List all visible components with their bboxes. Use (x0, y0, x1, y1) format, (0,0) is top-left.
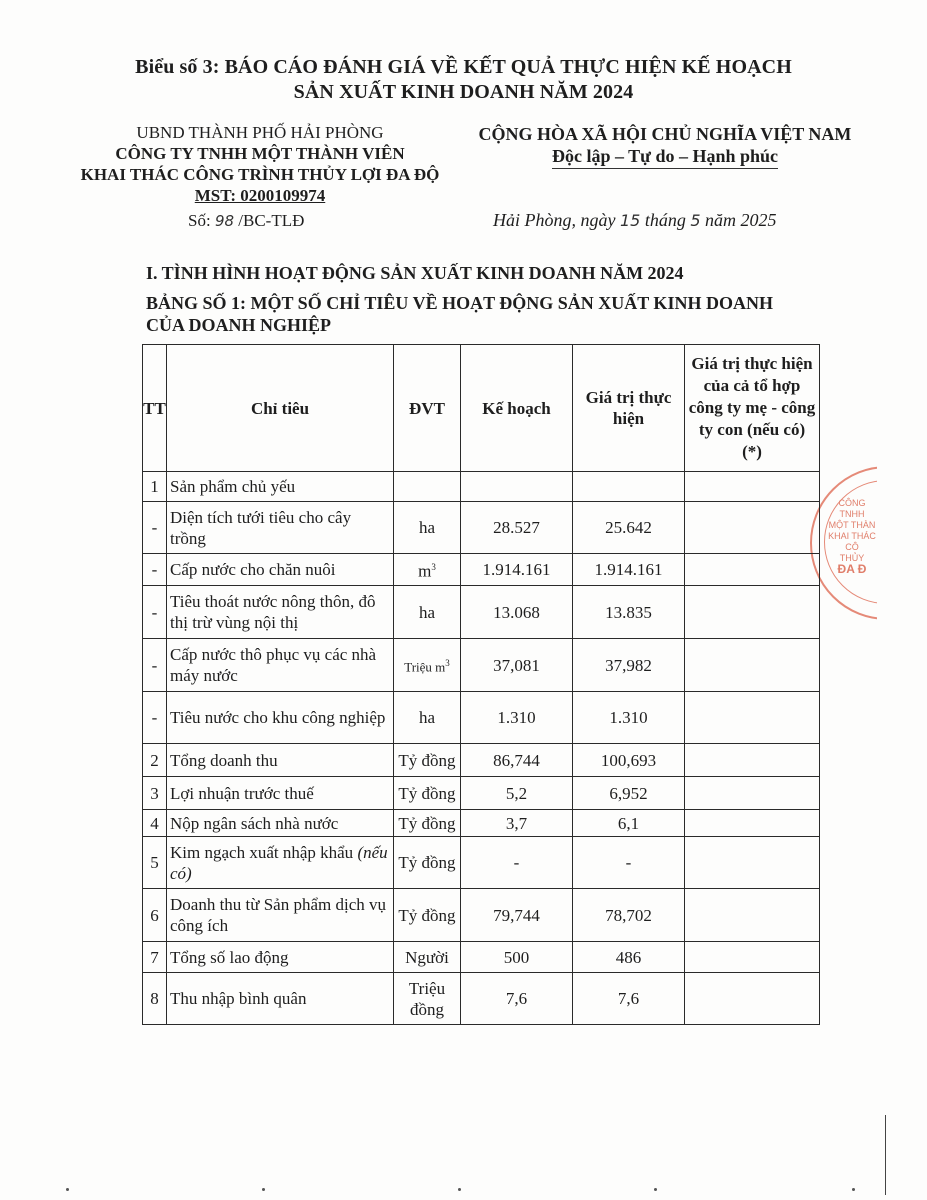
col-header-group: Giá trị thực hiện của cả tổ hợp công ty mẹ - công ty con (nếu có) (*) (685, 345, 820, 472)
date-month: 5 (690, 211, 701, 230)
page-edge-mask (877, 440, 927, 640)
cell-actual: 25.642 (573, 502, 685, 554)
national-header (460, 123, 870, 169)
col-header-indicator: Chỉ tiêu (167, 345, 394, 472)
date-prefix: Hải Phòng, ngày (493, 210, 616, 230)
cell-group (685, 472, 820, 502)
table-row (143, 502, 820, 554)
cell-group (685, 942, 820, 973)
table-caption-line2: CỦA DOANH NGHIỆP (146, 315, 332, 335)
cell-actual: 1.310 (573, 692, 685, 744)
national-motto: Độc lập – Tự do – Hạnh phúc (552, 145, 778, 169)
cell-plan: 79,744 (461, 889, 573, 942)
cell-plan: 37,081 (461, 639, 573, 692)
cell-group (685, 502, 820, 554)
table-row (143, 554, 820, 586)
cell-actual: 1.914.161 (573, 554, 685, 586)
cell-plan: 500 (461, 942, 573, 973)
doc-no-handwritten: 98 (214, 212, 235, 230)
table-header-row (143, 345, 820, 472)
document-number (188, 211, 304, 231)
table-caption-line1: BẢNG SỐ 1: MỘT SỐ CHỈ TIÊU VỀ HOẠT ĐỘNG SẢN XUẤT KINH DOANH (146, 293, 773, 313)
issuer-company-line2: KHAI THÁC CÔNG TRÌNH THỦY LỢI ĐA ĐỘ (80, 165, 440, 184)
table-row (143, 639, 820, 692)
cell-group (685, 744, 820, 777)
section-heading: I. TÌNH HÌNH HOẠT ĐỘNG SẢN XUẤT KINH DOANH NĂM 2024 (146, 263, 684, 283)
table-row (143, 744, 820, 777)
cell-indicator: Kim ngạch xuất nhập khẩu (nếu có) (167, 837, 394, 889)
scan-edge-line (885, 1115, 886, 1195)
cell-indicator: Tiêu thoát nước nông thôn, đô thị trừ vùng nội thị (167, 586, 394, 639)
cell-actual: 37,982 (573, 639, 685, 692)
cell-group (685, 777, 820, 810)
cell-tt: - (143, 692, 167, 744)
col-header-actual: Giá trị thực hiện (573, 345, 685, 472)
cell-tt: 7 (143, 942, 167, 973)
cell-actual: 100,693 (573, 744, 685, 777)
table-row (143, 942, 820, 973)
cell-group (685, 973, 820, 1025)
cell-unit: Triệu $m^3$ (394, 639, 461, 692)
cell-group (685, 586, 820, 639)
cell-plan: 28.527 (461, 502, 573, 554)
nation-name: CỘNG HÒA XÃ HỘI CHỦ NGHĨA VIỆT NAM (478, 124, 852, 144)
cell-indicator: Tiêu nước cho khu công nghiệp (167, 692, 394, 744)
cell-unit: Triệu đồng (394, 973, 461, 1025)
kpi-table (142, 344, 820, 1025)
cell-group (685, 692, 820, 744)
scan-artifact-dot (262, 1188, 265, 1191)
cell-indicator: Lợi nhuận trước thuế (167, 777, 394, 810)
cell-unit: Người (394, 942, 461, 973)
cell-actual: 486 (573, 942, 685, 973)
date-day: 15 (619, 211, 641, 230)
cell-tt: 1 (143, 472, 167, 502)
cell-plan: 5,2 (461, 777, 573, 810)
table-row (143, 973, 820, 1025)
cell-plan: - (461, 837, 573, 889)
issuer-authority: UBND THÀNH PHỐ HẢI PHÒNG (136, 123, 384, 142)
table-row (143, 889, 820, 942)
cell-tt: 3 (143, 777, 167, 810)
cell-actual: 78,702 (573, 889, 685, 942)
cell-tt: - (143, 554, 167, 586)
cell-indicator: Doanh thu từ Sản phẩm dịch vụ công ích (167, 889, 394, 942)
cell-indicator: Nộp ngân sách nhà nước (167, 810, 394, 837)
cell-unit: $m^3$ (394, 554, 461, 586)
cell-plan: 1.310 (461, 692, 573, 744)
cell-actual: 7,6 (573, 973, 685, 1025)
cell-indicator: Thu nhập bình quân (167, 973, 394, 1025)
doc-no-suffix: /BC-TLĐ (238, 211, 305, 230)
tax-code: MST: 0200109974 (194, 186, 326, 205)
cell-group (685, 639, 820, 692)
table-row (143, 472, 820, 502)
cell-indicator: Cấp nước cho chăn nuôi (167, 554, 394, 586)
col-header-tt: TT (143, 345, 167, 472)
table-row (143, 810, 820, 837)
date-year: năm 2025 (705, 210, 777, 230)
cell-actual: 6,1 (573, 810, 685, 837)
cell-actual: 13.835 (573, 586, 685, 639)
cell-indicator: Tổng doanh thu (167, 744, 394, 777)
cell-group (685, 837, 820, 889)
cell-unit: Tỷ đồng (394, 810, 461, 837)
cell-tt: 2 (143, 744, 167, 777)
cell-unit (394, 472, 461, 502)
cell-tt: - (143, 586, 167, 639)
cell-group (685, 554, 820, 586)
cell-plan: 3,7 (461, 810, 573, 837)
table-row (143, 586, 820, 639)
cell-unit: ha (394, 586, 461, 639)
report-title-line2: SẢN XUẤT KINH DOANH NĂM 2024 (293, 81, 634, 103)
issuer-block (55, 122, 465, 206)
scan-artifact-dot (458, 1188, 461, 1191)
col-header-unit: ĐVT (394, 345, 461, 472)
cell-unit: Tỷ đồng (394, 777, 461, 810)
cell-tt: 5 (143, 837, 167, 889)
cell-group (685, 810, 820, 837)
col-header-plan: Kế hoạch (461, 345, 573, 472)
cell-unit: Tỷ đồng (394, 837, 461, 889)
cell-tt: - (143, 639, 167, 692)
cell-actual: 6,952 (573, 777, 685, 810)
cell-plan: 1.914.161 (461, 554, 573, 586)
cell-plan: 86,744 (461, 744, 573, 777)
cell-plan: 7,6 (461, 973, 573, 1025)
table-row (143, 692, 820, 744)
cell-plan: 13.068 (461, 586, 573, 639)
cell-indicator: Tổng số lao động (167, 942, 394, 973)
cell-tt: 6 (143, 889, 167, 942)
report-title-line1: Biểu số 3: BÁO CÁO ĐÁNH GIÁ VỀ KẾT QUẢ THỰC HIỆN KẾ HOẠCH (135, 56, 792, 78)
date-month-label: tháng (644, 210, 686, 230)
cell-tt: 8 (143, 973, 167, 1025)
cell-indicator: Sản phẩm chủ yếu (167, 472, 394, 502)
doc-no-prefix: Số: (188, 211, 211, 230)
scan-artifact-dot (66, 1188, 69, 1191)
cell-unit: Tỷ đồng (394, 889, 461, 942)
cell-group (685, 889, 820, 942)
table-row (143, 837, 820, 889)
cell-plan (461, 472, 573, 502)
cell-unit: ha (394, 502, 461, 554)
issuer-company-line1: CÔNG TY TNHH MỘT THÀNH VIÊN (115, 144, 405, 163)
stamp-text: CÔNG TNHH MỘT THÀN KHAI THÁC CÔ THỦY ĐA Đ (828, 498, 876, 576)
cell-actual: - (573, 837, 685, 889)
cell-unit: ha (394, 692, 461, 744)
cell-unit: Tỷ đồng (394, 744, 461, 777)
scan-artifact-dot (654, 1188, 657, 1191)
cell-indicator: Diện tích tưới tiêu cho cây trồng (167, 502, 394, 554)
cell-tt: 4 (143, 810, 167, 837)
cell-actual (573, 472, 685, 502)
cell-tt: - (143, 502, 167, 554)
cell-indicator: Cấp nước thô phục vụ các nhà máy nước (167, 639, 394, 692)
issue-date (493, 210, 777, 231)
scan-artifact-dot (852, 1188, 855, 1191)
table-row (143, 777, 820, 810)
